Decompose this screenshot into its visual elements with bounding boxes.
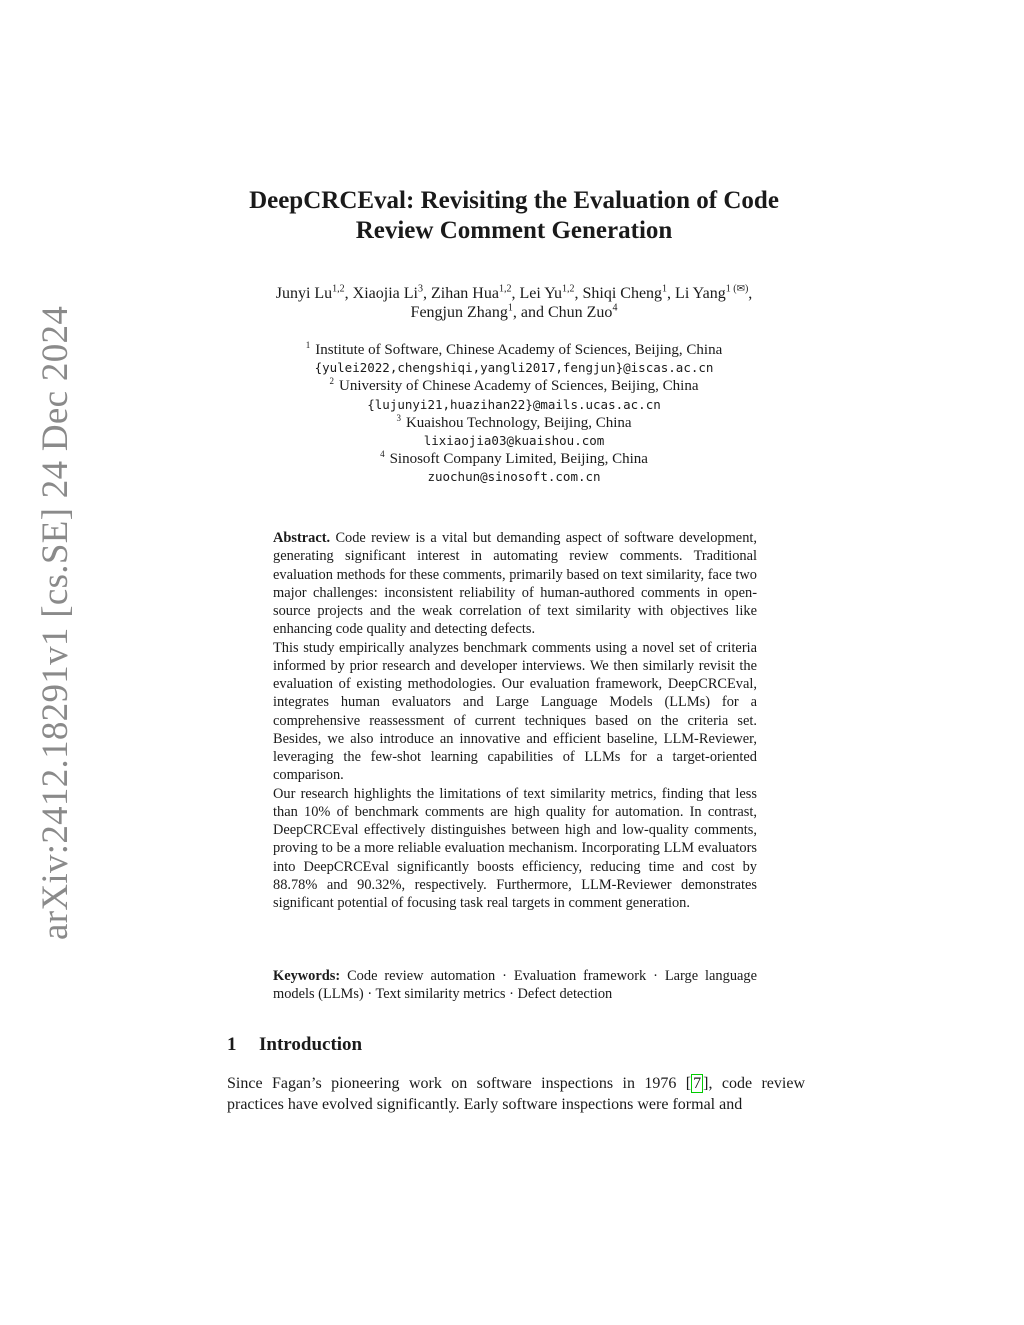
affiliation-email[interactable]: {lujunyi21,huazihan22}@mails.ucas.ac.cn (367, 396, 661, 412)
author-name: Li Yang (675, 285, 726, 302)
affiliation-number: 3 (396, 412, 401, 423)
keywords-text: Code review automation · Evaluation framework · Large language models (LLMs) · Text similarity metrics · Defect detection (273, 968, 757, 1003)
abstract-paragraph-3: Our research highlights the limitations of text similarity metrics, finding that less than 10% of benchmark comments are high quality for automation. In contrast, DeepCRCEval effectively distinguishes between high and low-quality comments, proving to be a more reliable evaluation mechanism. Incorporating LLM evaluators into DeepCRCEval significantly boosts efficiency, reducing time and cost by 88.78% and 90.32%, respectively. Furthermore, LLM-Reviewer demonstrates significant potential of focusing task real targets in comment generation. (273, 785, 757, 911)
affiliation-name: $^1$ Institute of Software, Chinese Academy of Sciences, Beijing, China (305, 340, 723, 358)
affiliation-number: 4 (380, 449, 385, 460)
affiliation-email[interactable]: lixiaojia03@kuaishou.com (423, 433, 605, 449)
title-line-1: DeepCRCEval: Revisiting the Evaluation of Code (249, 187, 779, 214)
author-name: Zihan Hua (430, 285, 499, 302)
author-name: Xiaojia Li (352, 285, 418, 302)
author-name: Chun Zuo (547, 304, 613, 321)
affiliation-number: 2 (329, 376, 334, 387)
affiliation-number: 1 (305, 340, 311, 350)
paper-title (200, 186, 828, 246)
author-affil-sup: 1,2 (498, 283, 512, 295)
author-affil-sup: 1,2 (332, 283, 345, 295)
abstract (273, 529, 757, 912)
affiliation-list (200, 341, 828, 487)
keywords-label: Keywords: (273, 968, 341, 984)
author-affil-sup: 1,2 (561, 283, 575, 295)
author-conjunction: and (520, 304, 544, 321)
section-title: Introduction (259, 1034, 363, 1055)
corresponding-author-sup: 1 (✉) (725, 283, 749, 295)
author-line-2: Fengjun Zhang$^1$, and Chun Zuo$^4$ (410, 302, 618, 321)
section-number: 1 (227, 1034, 237, 1055)
author-list (200, 284, 828, 322)
affiliation-email[interactable]: zuochun@sinosoft.com.cn (427, 469, 601, 485)
affiliation-name: $^4$ Sinosoft Company Limited, Beijing, China (380, 449, 648, 468)
author-name: Junyi Lu (275, 285, 333, 302)
author-name: Lei Yu (519, 285, 562, 302)
intro-paragraph: Since Fagan’s pioneering work on software inspections in 1976 [ 7 ], code review practices have evolved significantly. Early software inspections were formal and (227, 1075, 805, 1113)
arxiv-identifier: arXiv:2412.18291v1 [cs.SE] 24 Dec 2024 (35, 305, 76, 940)
citation-link[interactable]: 7 (693, 1075, 702, 1092)
abstract-label: Abstract. (273, 530, 331, 546)
affiliation-name: $^2$ University of Chinese Academy of Sciences, Beijing, China (329, 376, 699, 395)
author-name: Fengjun Zhang (410, 304, 508, 321)
abstract-paragraph-1: Abstract. Code review is a vital but demanding aspect of software development, generating significant interest in automating review comments. Traditional evaluation methods for these comments, primarily based on text similarity, face two major challenges: inconsistent reliability of human-authored comments in open-source projects and the weak correlation of text similarity with objectives like enhancing code quality and detecting defects. (273, 530, 757, 638)
author-affil-sup: 4 (612, 302, 618, 314)
keywords (273, 967, 757, 1004)
abstract-paragraph-2: This study empirically analyzes benchmark comments using a novel set of criteria informed by prior research and developer interviews. We then similarly revisit the evaluation of existing methodologies. Our evaluation framework, DeepCRCEval, integrates human evaluators and Large Language Models (LLMs) for a comprehensive reassessment of current techniques based on the criteria set. Besides, we also introduce an innovative and efficient baseline, LLM-Reviewer, leveraging the few-shot learning capabilities of LLMs for a target-oriented comparison. (273, 639, 757, 784)
author-affil-sup: 3 (417, 283, 423, 295)
section-heading (227, 1034, 362, 1056)
author-affil-sup: 1 (507, 302, 513, 314)
author-name: Shiqi Cheng (582, 285, 663, 302)
title-line-2: Review Comment Generation (355, 217, 673, 244)
affiliation-email[interactable]: {yulei2022,chengshiqi,yangli2017,fengjun}@iscas.ac.cn (314, 360, 714, 376)
intro-text (227, 1074, 805, 1115)
author-line-1: Junyi Lu$^{1,2}$, Xiaojia Li$^3$, Zihan Hua$^{1,2}$, Lei Yu$^{1,2}$, Shiqi Cheng$^1$, Li Yang$^{1 (✉)}$, (275, 283, 753, 302)
affiliation-name: $^3$ Kuaishou Technology, Beijing, China (396, 412, 632, 431)
author-affil-sup: 1 (662, 283, 668, 295)
